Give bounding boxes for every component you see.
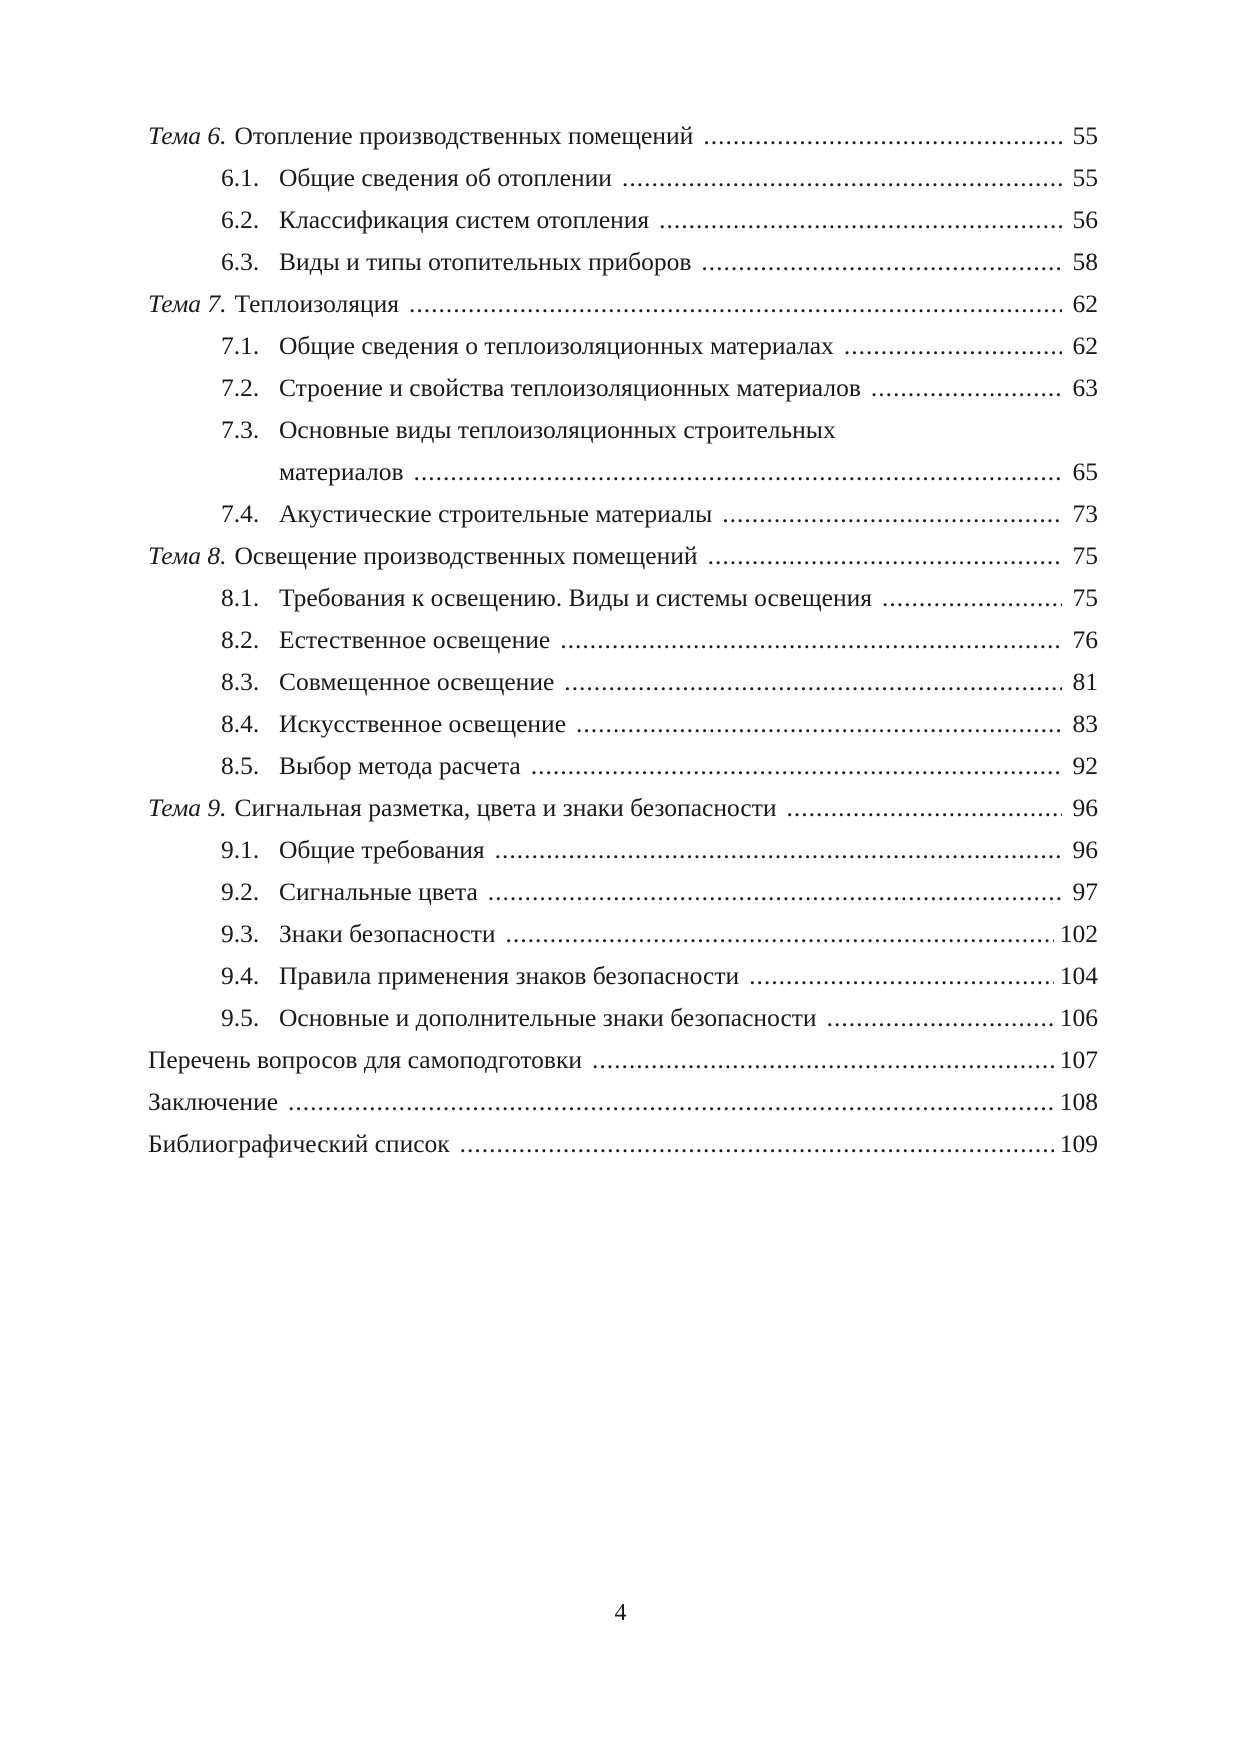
toc-entry-title: Сигнальная разметка, цвета и знаки безопасности xyxy=(234,793,777,822)
toc-entry-title: Требования к освещению. Виды и системы освещения xyxy=(279,583,872,612)
toc-entry-7-1[interactable] xyxy=(148,325,1098,367)
toc-entry-7-3[interactable] xyxy=(148,409,1098,451)
toc-entry-title: Перечень вопросов для самоподготовки xyxy=(148,1045,582,1074)
toc-section-number: 6.3. xyxy=(221,247,260,276)
dot-leader xyxy=(871,367,1062,409)
toc-section-number: 8.4. xyxy=(221,709,260,738)
toc-section-number: 8.2. xyxy=(221,625,260,654)
dot-leader xyxy=(722,493,1062,535)
toc-entry-title: Основные и дополнительные знаки безопасности xyxy=(279,1003,817,1032)
toc-entry-9-4[interactable] xyxy=(148,955,1098,997)
toc-entry-title: Искусственное освещение xyxy=(279,709,567,738)
toc-topic-label: Тема 6. xyxy=(148,121,227,150)
toc-section-number: 9.3. xyxy=(221,919,260,948)
toc-entry-6-2[interactable] xyxy=(148,199,1098,241)
dot-leader xyxy=(703,115,1062,157)
dot-leader xyxy=(531,745,1062,787)
toc-entry-title: Общие требования xyxy=(279,835,485,864)
toc-entry-title: Естественное освещение xyxy=(279,625,551,654)
toc-entry-title: Общие сведения об отоплении xyxy=(279,163,612,192)
toc-entry-9-2[interactable] xyxy=(148,871,1098,913)
toc-topic-label: Тема 8. xyxy=(148,541,227,570)
toc-section-number: 7.3. xyxy=(221,415,260,444)
toc-page-number: 75 xyxy=(1072,541,1098,570)
toc-entry-title: Теплоизоляция xyxy=(234,289,399,318)
toc-entry-title: Строение и свойства теплоизоляционных материалов xyxy=(279,373,861,402)
toc-entry-9-1[interactable] xyxy=(148,829,1098,871)
dot-leader xyxy=(409,283,1062,325)
toc-entry-conclusion[interactable] xyxy=(148,1081,1098,1123)
dot-leader xyxy=(749,955,1054,997)
dot-leader xyxy=(560,619,1062,661)
dot-leader xyxy=(564,661,1062,703)
toc-entry-title: Совмещенное освещение xyxy=(279,667,555,696)
dot-leader xyxy=(827,997,1054,1039)
table-of-contents xyxy=(148,115,1098,1165)
toc-page-number: 73 xyxy=(1072,499,1098,528)
toc-page-number: 55 xyxy=(1072,163,1098,192)
dot-leader xyxy=(506,913,1054,955)
toc-entry-8-3[interactable] xyxy=(148,661,1098,703)
toc-entry-title: Знаки безопасности xyxy=(279,919,496,948)
toc-entry-title: Выбор метода расчета xyxy=(279,751,521,780)
toc-entry-title: Акустические строительные материалы xyxy=(279,499,713,528)
toc-page-number: 56 xyxy=(1072,205,1098,234)
toc-section-number: 8.1. xyxy=(221,583,260,612)
toc-entry-topic-8[interactable] xyxy=(148,535,1098,577)
toc-page-number: 92 xyxy=(1072,751,1098,780)
toc-page-number: 106 xyxy=(1059,1003,1098,1032)
toc-section-number: 7.4. xyxy=(221,499,260,528)
toc-entry-title: Классификация систем отопления xyxy=(279,205,650,234)
toc-page-number: 97 xyxy=(1072,877,1098,906)
page-number: 4 xyxy=(614,1600,627,1626)
dot-leader xyxy=(460,1123,1054,1165)
toc-section-number: 8.5. xyxy=(221,751,260,780)
dot-leader xyxy=(659,199,1062,241)
toc-page-number: 81 xyxy=(1072,667,1098,696)
toc-topic-label: Тема 7. xyxy=(148,289,227,318)
toc-page-number: 108 xyxy=(1059,1087,1098,1116)
toc-section-number: 9.4. xyxy=(221,961,260,990)
toc-entry-self-study-questions[interactable] xyxy=(148,1039,1098,1081)
dot-leader xyxy=(786,787,1062,829)
toc-section-number: 8.3. xyxy=(221,667,260,696)
toc-page-number: 55 xyxy=(1072,121,1098,150)
toc-entry-title: Сигнальные цвета xyxy=(279,877,478,906)
toc-page-number: 65 xyxy=(1072,457,1098,486)
toc-entry-title: Основные виды теплоизоляционных строительных xyxy=(279,415,836,444)
dot-leader xyxy=(622,157,1062,199)
toc-entry-title: Библиографический список xyxy=(148,1129,450,1158)
toc-entry-6-1[interactable] xyxy=(148,157,1098,199)
toc-entry-6-3[interactable] xyxy=(148,241,1098,283)
dot-leader xyxy=(844,325,1062,367)
toc-section-number: 9.1. xyxy=(221,835,260,864)
dot-leader xyxy=(708,535,1062,577)
toc-section-number: 9.2. xyxy=(221,877,260,906)
toc-page-number: 62 xyxy=(1072,331,1098,360)
toc-page-number: 96 xyxy=(1072,793,1098,822)
toc-entry-7-2[interactable] xyxy=(148,367,1098,409)
toc-entry-9-5[interactable] xyxy=(148,997,1098,1039)
toc-topic-label: Тема 9. xyxy=(148,793,227,822)
dot-leader xyxy=(592,1039,1054,1081)
toc-page-number: 96 xyxy=(1072,835,1098,864)
toc-entry-bibliography[interactable] xyxy=(148,1123,1098,1165)
toc-entry-title: Виды и типы отопительных приборов xyxy=(279,247,692,276)
toc-page-number: 107 xyxy=(1059,1045,1098,1074)
toc-entry-topic-7[interactable] xyxy=(148,283,1098,325)
toc-entry-title: Заключение xyxy=(148,1087,279,1116)
toc-entry-7-3-continuation[interactable] xyxy=(148,451,1098,493)
toc-entry-title: Освещение производственных помещений xyxy=(234,541,698,570)
toc-section-number: 7.2. xyxy=(221,373,260,402)
toc-entry-8-5[interactable] xyxy=(148,745,1098,787)
toc-section-number: 6.1. xyxy=(221,163,260,192)
toc-entry-title: Отопление производственных помещений xyxy=(234,121,694,150)
dot-leader xyxy=(495,829,1062,871)
toc-entry-8-4[interactable] xyxy=(148,703,1098,745)
toc-page-number: 63 xyxy=(1072,373,1098,402)
toc-section-number: 7.1. xyxy=(221,331,260,360)
toc-page-number: 75 xyxy=(1072,583,1098,612)
toc-entry-title: Общие сведения о теплоизоляционных материалах xyxy=(279,331,834,360)
dot-leader xyxy=(576,703,1062,745)
toc-entry-title-continuation: материалов xyxy=(279,457,404,486)
toc-entry-topic-9[interactable] xyxy=(148,787,1098,829)
toc-entry-7-4[interactable] xyxy=(148,493,1098,535)
dot-leader xyxy=(882,577,1062,619)
toc-page-number: 104 xyxy=(1059,961,1098,990)
toc-entry-9-3[interactable] xyxy=(148,913,1098,955)
toc-page-number: 58 xyxy=(1072,247,1098,276)
toc-entry-8-2[interactable] xyxy=(148,619,1098,661)
toc-page-number: 102 xyxy=(1059,919,1098,948)
dot-leader xyxy=(701,241,1062,283)
toc-page-number: 62 xyxy=(1072,289,1098,318)
dot-leader xyxy=(414,451,1062,493)
toc-entry-topic-6[interactable] xyxy=(148,115,1098,157)
toc-entry-title: Правила применения знаков безопасности xyxy=(279,961,740,990)
dot-leader xyxy=(488,871,1062,913)
toc-page-number: 109 xyxy=(1059,1129,1098,1158)
toc-section-number: 9.5. xyxy=(221,1003,260,1032)
toc-page-number: 83 xyxy=(1072,709,1098,738)
toc-entry-8-1[interactable] xyxy=(148,577,1098,619)
dot-leader xyxy=(288,1081,1054,1123)
toc-page-number: 76 xyxy=(1072,625,1098,654)
toc-section-number: 6.2. xyxy=(221,205,260,234)
